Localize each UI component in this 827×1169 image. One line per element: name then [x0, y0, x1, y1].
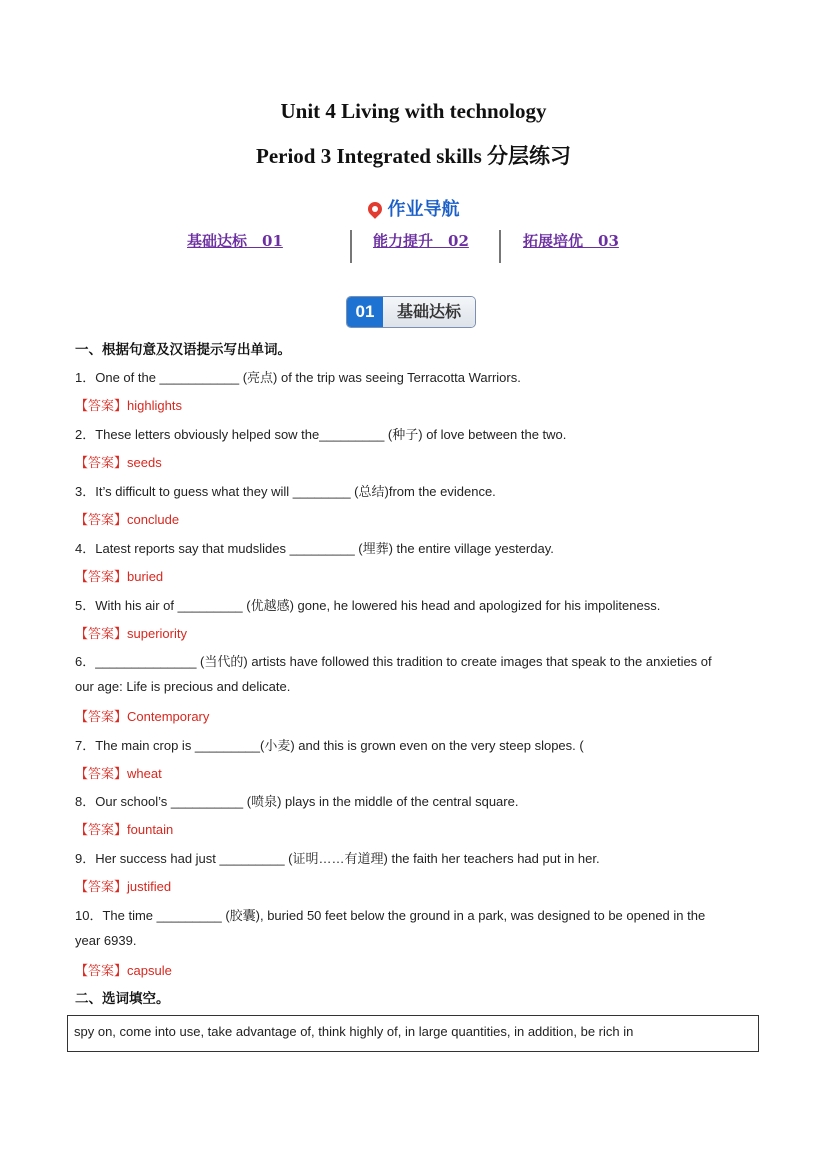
answer-value: justified — [127, 879, 172, 894]
answer-value: wheat — [127, 766, 162, 781]
answer-label: 【答案】 — [75, 964, 128, 979]
answer-label: 【答案】 — [75, 456, 128, 471]
page-title: Unit 4 Living with technology — [280, 99, 547, 123]
question-text: 9．Her success had just _________ (证明……有道理) the faith her teachers had put in her. — [75, 851, 600, 866]
question-text: 10．The time _________ (胶囊), buried 50 feet below the ground in a park, was designed to be opened in the — [75, 908, 706, 923]
answer-line — [75, 960, 172, 979]
answer-line — [75, 509, 179, 528]
location-pin-icon — [365, 199, 385, 219]
question-text: 2．These letters obviously helped sow the_________ (种子) of love between the two. — [75, 427, 567, 442]
question-text: 6．______________ (当代的) artists have followed this tradition to create images that speak to the anxieties of — [75, 654, 712, 669]
answer-line — [75, 706, 209, 725]
question-text: 4．Latest reports say that mudslides _________ (埋葬) the entire village yesterday. — [75, 541, 554, 556]
question-text: 5．With his air of _________ (优越感) gone, he lowered his head and apologized for his impoliteness. — [75, 598, 661, 613]
answer-value: seeds — [127, 455, 162, 470]
section-heading: 二、选词填空。 — [75, 991, 170, 1007]
answer-line — [75, 395, 182, 414]
question-text: 3．It’s difficult to guess what they will ________ (总结)from the evidence. — [75, 484, 496, 499]
question-text: 8．Our school’s __________ (喷泉) plays in the middle of the central square. — [75, 794, 519, 809]
answer-line — [75, 623, 187, 642]
answer-value: fountain — [127, 822, 174, 837]
nav-link-basic[interactable]: 基础达标 01 — [187, 232, 283, 250]
nav-link-ability[interactable]: 能力提升 02 — [373, 232, 469, 250]
answer-label: 【答案】 — [75, 880, 128, 895]
word-bank-box — [67, 1015, 759, 1052]
question-text: 7．The main crop is _________(小麦) and this is grown even on the very steep slopes. ( — [75, 738, 584, 753]
answer-label: 【答案】 — [75, 399, 128, 414]
answer-line — [75, 819, 173, 838]
section-badge-number: 01 — [347, 297, 383, 327]
answer-value: capsule — [127, 963, 172, 978]
word-bank-text: spy on, come into use, take advantage of, think highly of, in large quantities, in addition, be rich in — [74, 1024, 634, 1039]
answer-label: 【答案】 — [75, 570, 128, 585]
answer-label: 【答案】 — [75, 627, 128, 642]
question-text-continued: our age: Life is precious and delicate. — [75, 679, 291, 694]
answer-line — [75, 876, 171, 895]
answer-label: 【答案】 — [75, 710, 128, 725]
answer-label: 【答案】 — [75, 823, 128, 838]
nav-heading-text: 作业导航 — [387, 199, 460, 220]
nav-divider — [350, 230, 352, 263]
answer-line — [75, 452, 162, 471]
section-heading: 一、根据句意及汉语提示写出单词。 — [75, 342, 291, 358]
page-subtitle: Period 3 Integrated skills 分层练习 — [256, 144, 571, 168]
answer-value: buried — [127, 569, 164, 584]
answer-value: superiority — [127, 626, 187, 641]
answer-label: 【答案】 — [75, 767, 128, 782]
nav-link-extension[interactable]: 拓展培优 03 — [523, 232, 619, 250]
answer-value: highlights — [127, 398, 182, 413]
section-badge — [346, 296, 476, 328]
answer-value: conclude — [127, 512, 180, 527]
nav-heading — [0, 195, 827, 221]
question-text: 1．One of the ___________ (亮点) of the trip was seeing Terracotta Warriors. — [75, 370, 521, 385]
nav-divider — [499, 230, 501, 263]
answer-value: Contemporary — [127, 709, 210, 724]
section-badge-label: 基础达标 — [383, 297, 475, 327]
answer-label: 【答案】 — [75, 513, 128, 528]
answer-line — [75, 566, 163, 585]
question-text-continued: year 6939. — [75, 933, 137, 948]
answer-line — [75, 763, 162, 782]
